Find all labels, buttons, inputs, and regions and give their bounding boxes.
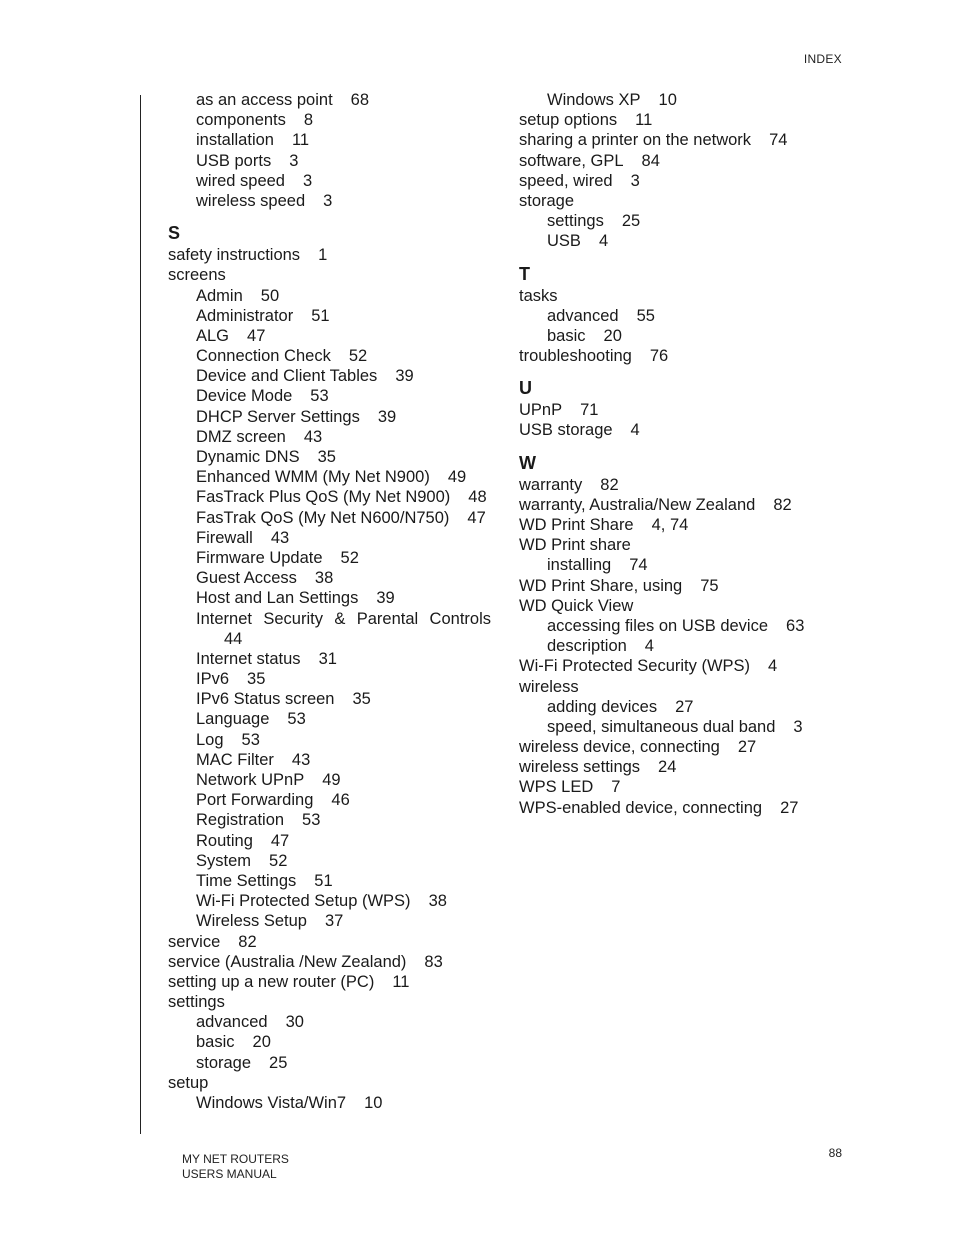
index-entry bbox=[519, 171, 849, 191]
index-entry bbox=[168, 972, 498, 992]
index-term: UPnP bbox=[519, 401, 563, 420]
index-term: wired speed bbox=[196, 171, 285, 190]
index-term: Internet status bbox=[196, 649, 301, 668]
index-subentry bbox=[168, 326, 498, 346]
index-term: setting up a new router (PC) bbox=[168, 972, 375, 991]
index-term: sharing a printer on the network bbox=[519, 131, 752, 150]
index-page-ref: 20 bbox=[252, 1033, 271, 1052]
index-term: FasTrak QoS (My Net N600/N750) bbox=[196, 508, 450, 527]
index-term: Network UPnP bbox=[196, 771, 305, 789]
index-term: USB ports bbox=[196, 151, 272, 170]
index-letter-heading: T bbox=[519, 263, 530, 284]
index-page-ref: 39 bbox=[395, 367, 414, 386]
index-page-ref: 44 bbox=[224, 629, 243, 648]
index-entry bbox=[168, 952, 498, 972]
index-entry bbox=[519, 130, 849, 150]
index-subentry bbox=[519, 717, 849, 737]
index-page-ref: 38 bbox=[314, 569, 334, 588]
index-term: installation bbox=[196, 131, 274, 150]
index-term: Host and Lan Settings bbox=[196, 589, 359, 608]
index-term: USB storage bbox=[519, 421, 613, 440]
index-term: basic bbox=[547, 326, 586, 345]
index-subentry bbox=[168, 467, 498, 487]
index-subentry bbox=[168, 90, 498, 110]
index-term: FasTrack Plus QoS (My Net N900) bbox=[196, 488, 451, 507]
index-subentry bbox=[168, 831, 498, 851]
index-entry bbox=[519, 677, 849, 697]
index-subentry bbox=[168, 730, 498, 750]
index-subentry bbox=[168, 306, 498, 326]
index-term: speed, simultaneous dual band bbox=[547, 717, 776, 736]
footer-title bbox=[182, 1152, 289, 1182]
index-entry bbox=[519, 798, 849, 818]
index-subentry bbox=[168, 911, 498, 931]
index-page-ref: 39 bbox=[376, 589, 395, 608]
index-term: Guest Access bbox=[196, 569, 297, 588]
section-header: INDEX bbox=[803, 52, 842, 66]
index-term: Internet Security & Parental Controls bbox=[196, 609, 491, 628]
index-subentry bbox=[519, 231, 849, 251]
index-term: advanced bbox=[547, 306, 619, 325]
index-page-ref: 47 bbox=[467, 508, 486, 527]
index-subentry bbox=[168, 1032, 498, 1052]
index-term: Firewall bbox=[196, 528, 253, 547]
index-term: USB bbox=[547, 232, 581, 251]
index-entry bbox=[168, 245, 498, 265]
index-letter-heading: U bbox=[519, 378, 532, 399]
index-term: setup bbox=[168, 1073, 209, 1092]
index-term: WD Quick View bbox=[519, 596, 634, 615]
index-term: Admin bbox=[196, 286, 243, 305]
index-subentry bbox=[519, 90, 849, 110]
index-page-ref: 20 bbox=[603, 326, 622, 345]
index-page-ref: 30 bbox=[285, 1013, 304, 1032]
index-page-ref: 3 bbox=[630, 171, 640, 190]
index-subentry bbox=[168, 810, 498, 830]
index-page-ref: 11 bbox=[291, 131, 310, 150]
index-page-ref: 4 bbox=[630, 421, 640, 440]
index-page-ref: 3 bbox=[302, 171, 313, 190]
index-page-ref: 3 bbox=[289, 151, 299, 170]
index-term: MAC Filter bbox=[196, 750, 274, 769]
index-term: setup options bbox=[519, 111, 618, 130]
index-term: DHCP Server Settings bbox=[196, 407, 360, 426]
index-page-ref: 68 bbox=[350, 91, 370, 109]
index-term: wireless device, connecting bbox=[519, 738, 720, 757]
index-term: DMZ screen bbox=[196, 427, 286, 446]
index-subentry bbox=[168, 1012, 498, 1032]
index-subentry bbox=[168, 790, 498, 810]
index-term: basic bbox=[196, 1033, 235, 1052]
index-term: components bbox=[196, 111, 286, 130]
index-subentry bbox=[168, 689, 498, 709]
index-term: IPv6 bbox=[196, 670, 230, 689]
index-page-ref: 52 bbox=[348, 347, 368, 366]
index-term: Time Settings bbox=[196, 871, 297, 890]
index-entry bbox=[519, 110, 849, 130]
index-term: warranty bbox=[519, 475, 583, 494]
index-subentry bbox=[519, 636, 849, 656]
index-term: Routing bbox=[196, 831, 253, 850]
index-term: Connection Check bbox=[196, 347, 331, 366]
index-page-ref: 74 bbox=[769, 131, 788, 150]
index-page-ref: 48 bbox=[468, 488, 487, 507]
index-page-ref: 37 bbox=[324, 912, 344, 931]
index-subentry bbox=[168, 588, 498, 608]
index-page-ref: 46 bbox=[331, 791, 350, 810]
index-page-ref: 10 bbox=[658, 91, 677, 109]
index-page-ref: 4 bbox=[644, 637, 654, 656]
index-page-ref: 53 bbox=[241, 730, 260, 749]
index-column-right bbox=[519, 90, 849, 818]
index-subentry bbox=[168, 649, 498, 669]
index-term: WD Print Share, using bbox=[519, 576, 683, 595]
index-subentry bbox=[519, 326, 849, 346]
index-page-ref: 43 bbox=[303, 427, 323, 446]
index-page-ref: 82 bbox=[600, 475, 619, 494]
index-term: warranty, Australia/New Zealand bbox=[519, 495, 756, 514]
index-page-ref: 1 bbox=[318, 246, 328, 265]
index-term: as an access point bbox=[196, 91, 333, 109]
index-page-ref: 43 bbox=[291, 750, 311, 769]
index-page-ref: 27 bbox=[675, 697, 694, 716]
index-page-ref: 52 bbox=[269, 851, 288, 870]
index-entry bbox=[519, 400, 849, 420]
footer-line-2: USERS MANUAL bbox=[182, 1167, 277, 1181]
index-page-ref: 51 bbox=[314, 871, 333, 890]
index-page-ref: 25 bbox=[621, 212, 641, 231]
index-term: IPv6 Status screen bbox=[196, 690, 335, 709]
index-subentry bbox=[168, 346, 498, 366]
index-entry bbox=[519, 656, 849, 676]
index-page-ref: 53 bbox=[287, 710, 306, 729]
index-term: tasks bbox=[519, 286, 558, 305]
index-entry bbox=[519, 420, 849, 440]
index-term: settings bbox=[547, 212, 604, 231]
index-subentry bbox=[519, 616, 849, 636]
index-page-ref: 83 bbox=[424, 952, 443, 971]
index-term: WD Print share bbox=[519, 536, 631, 555]
index-entry bbox=[519, 495, 849, 515]
index-subentry bbox=[519, 211, 849, 231]
index-subentry bbox=[168, 407, 498, 427]
index-term: Wi-Fi Protected Setup (WPS) bbox=[196, 892, 411, 911]
index-page-ref: 52 bbox=[340, 548, 359, 567]
index-term: Dynamic DNS bbox=[196, 448, 300, 466]
index-entry bbox=[519, 191, 849, 211]
index-term: storage bbox=[519, 191, 575, 210]
index-subentry bbox=[519, 555, 849, 575]
index-page-ref: 50 bbox=[260, 286, 280, 305]
index-page-ref: 76 bbox=[649, 347, 669, 366]
index-term: advanced bbox=[196, 1013, 268, 1032]
index-page-ref: 31 bbox=[318, 649, 337, 668]
index-subentry bbox=[168, 151, 498, 171]
index-term: Windows Vista/Win7 bbox=[196, 1094, 347, 1112]
footer-line-1: MY NET ROUTERS bbox=[182, 1152, 289, 1166]
index-entry bbox=[519, 757, 849, 777]
index-subentry bbox=[168, 191, 498, 211]
index-term: wireless bbox=[519, 677, 579, 696]
index-page-ref: 47 bbox=[270, 831, 290, 850]
index-term: Device Mode bbox=[196, 387, 293, 406]
index-subentry bbox=[168, 528, 498, 548]
index-term: wireless settings bbox=[519, 758, 641, 777]
index-page-ref: 38 bbox=[428, 892, 447, 911]
index-subentry bbox=[168, 286, 498, 306]
index-page-ref: 3 bbox=[323, 191, 333, 210]
index-term: service bbox=[168, 932, 221, 951]
index-entry bbox=[168, 932, 498, 952]
index-page-ref: 55 bbox=[636, 306, 655, 325]
index-subentry bbox=[168, 709, 498, 729]
index-term: adding devices bbox=[547, 697, 658, 716]
index-column-left bbox=[168, 90, 498, 1113]
index-subentry bbox=[168, 130, 498, 150]
index-entry bbox=[519, 346, 849, 366]
index-subentry bbox=[168, 427, 498, 447]
index-subentry bbox=[168, 548, 498, 568]
index-letter-heading: S bbox=[168, 223, 181, 244]
index-page-ref: 82 bbox=[773, 495, 792, 514]
index-term: Administrator bbox=[196, 306, 294, 325]
index-subentry bbox=[168, 568, 498, 588]
index-page-ref: 84 bbox=[641, 151, 660, 170]
index-term: Wi-Fi Protected Security (WPS) bbox=[519, 657, 751, 676]
index-page-ref: 24 bbox=[658, 758, 677, 777]
index-page-ref: 53 bbox=[310, 387, 329, 406]
index-term: safety instructions bbox=[168, 246, 301, 265]
index-page-ref: 4 bbox=[598, 232, 609, 251]
index-subentry bbox=[168, 750, 498, 770]
index-term: WPS LED bbox=[519, 778, 594, 797]
index-page-ref: 39 bbox=[377, 407, 397, 426]
index-subentry bbox=[168, 386, 498, 406]
index-term: wireless speed bbox=[196, 191, 306, 210]
index-term: troubleshooting bbox=[519, 347, 632, 366]
index-page-ref: 27 bbox=[780, 798, 799, 817]
index-page-ref: 74 bbox=[629, 556, 648, 575]
index-term: speed, wired bbox=[519, 171, 613, 190]
index-page-ref: 25 bbox=[269, 1053, 288, 1072]
index-term: service (Australia /New Zealand) bbox=[168, 952, 407, 971]
index-subentry bbox=[168, 629, 498, 649]
index-subentry bbox=[168, 447, 498, 467]
index-page-ref: 4 bbox=[768, 657, 778, 676]
index-page-ref: 35 bbox=[247, 670, 266, 689]
index-term: Firmware Update bbox=[196, 548, 323, 567]
index-entry bbox=[519, 515, 849, 535]
index-page-ref: 71 bbox=[580, 401, 599, 420]
index-subentry bbox=[168, 1093, 498, 1113]
index-term: System bbox=[196, 851, 252, 870]
index-term: ALG bbox=[196, 326, 230, 345]
index-page-ref: 8 bbox=[303, 111, 314, 130]
index-page-ref: 3 bbox=[793, 717, 803, 736]
index-page-ref: 35 bbox=[352, 690, 371, 709]
index-subentry bbox=[168, 508, 498, 528]
index-subentry bbox=[168, 891, 498, 911]
index-page-ref: 27 bbox=[737, 738, 757, 757]
index-page-ref: 11 bbox=[392, 972, 410, 991]
index-term: installing bbox=[547, 556, 612, 575]
index-page-ref: 43 bbox=[270, 528, 290, 547]
index-page-ref: 75 bbox=[700, 576, 719, 595]
index-page-ref: 63 bbox=[786, 616, 805, 635]
index-term: Enhanced WMM (My Net N900) bbox=[196, 468, 430, 487]
index-entry bbox=[519, 777, 849, 797]
index-subentry bbox=[168, 171, 498, 191]
index-page-ref: 53 bbox=[302, 811, 321, 830]
index-entry bbox=[519, 576, 849, 596]
index-term: Windows XP bbox=[547, 91, 641, 109]
index-term: screens bbox=[168, 266, 226, 285]
margin-rule bbox=[140, 95, 141, 1134]
index-entry bbox=[519, 286, 849, 306]
index-entry bbox=[168, 1073, 498, 1093]
index-entry bbox=[519, 535, 849, 555]
index-term: Log bbox=[196, 730, 224, 749]
index-term: Port Forwarding bbox=[196, 791, 314, 810]
index-letter-heading: W bbox=[519, 452, 536, 473]
index-page-ref: 49 bbox=[322, 771, 341, 789]
index-term: storage bbox=[196, 1053, 252, 1072]
index-subentry bbox=[168, 871, 498, 891]
index-page-ref: 4, 74 bbox=[651, 516, 689, 534]
index-term: accessing files on USB device bbox=[547, 616, 769, 635]
index-page-ref: 51 bbox=[311, 306, 330, 325]
index-subentry bbox=[168, 609, 491, 629]
index-term: Device and Client Tables bbox=[196, 367, 378, 386]
index-page-ref: 11 bbox=[635, 111, 653, 130]
index-page-ref: 35 bbox=[317, 448, 336, 466]
index-entry bbox=[168, 265, 498, 285]
index-entry bbox=[168, 992, 498, 1012]
index-page-ref: 82 bbox=[238, 932, 257, 951]
index-entry bbox=[519, 151, 849, 171]
index-term: settings bbox=[168, 993, 225, 1012]
index-term: description bbox=[547, 637, 627, 656]
page-number: 88 bbox=[828, 1146, 842, 1160]
index-page-ref: 47 bbox=[247, 326, 266, 345]
index-entry bbox=[519, 596, 849, 616]
index-entry bbox=[519, 737, 849, 757]
index-subentry bbox=[168, 770, 498, 790]
index-page-ref: 7 bbox=[611, 778, 621, 797]
index-subentry bbox=[168, 366, 498, 386]
index-subentry bbox=[168, 1053, 498, 1073]
index-entry bbox=[519, 475, 849, 495]
index-subentry bbox=[168, 487, 498, 507]
index-subentry bbox=[168, 110, 498, 130]
index-term: Language bbox=[196, 710, 270, 729]
index-page-ref: 49 bbox=[447, 468, 467, 487]
index-term: WPS-enabled device, connecting bbox=[519, 798, 763, 817]
index-page-ref: 10 bbox=[364, 1094, 383, 1112]
index-term: software, GPL bbox=[519, 151, 624, 170]
index-subentry bbox=[519, 306, 849, 326]
index-subentry bbox=[168, 669, 498, 689]
index-subentry bbox=[519, 697, 849, 717]
index-subentry bbox=[168, 851, 498, 871]
index-term: Registration bbox=[196, 811, 285, 830]
index-term: Wireless Setup bbox=[196, 912, 307, 931]
index-term: WD Print Share bbox=[519, 516, 634, 534]
